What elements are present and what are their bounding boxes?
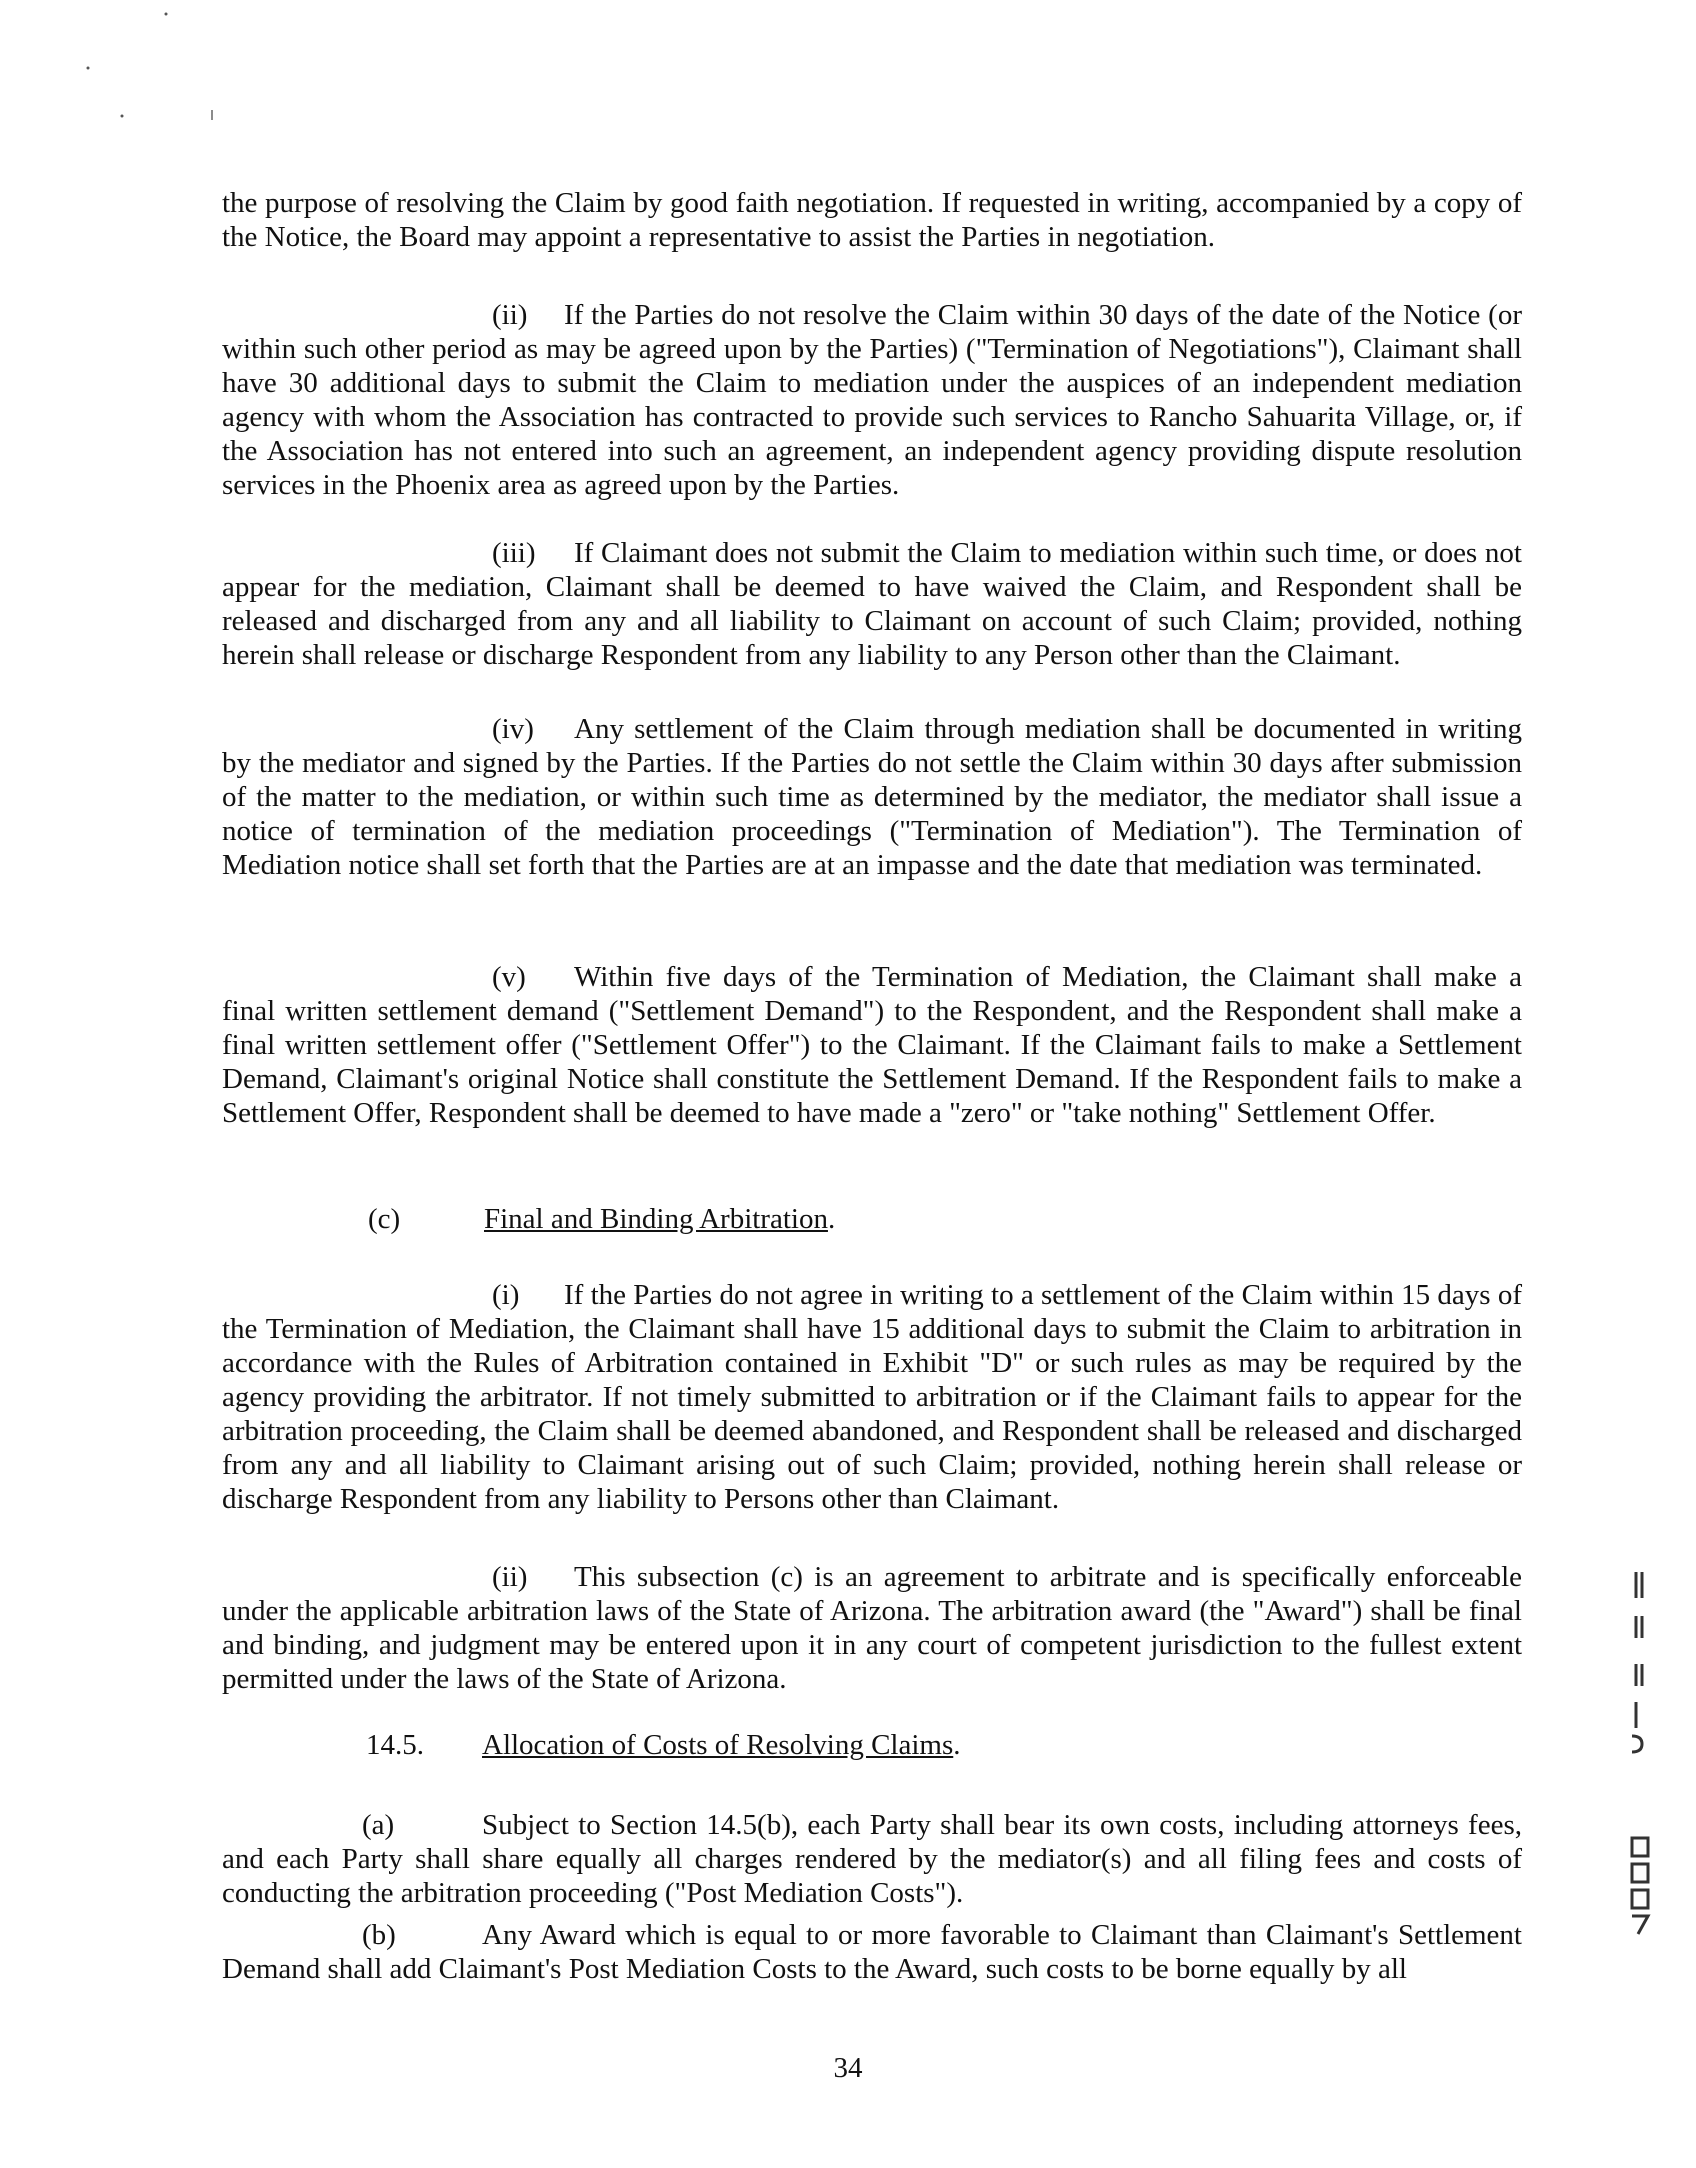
paragraph-text: This subsection (c) is an agreement to arbitrate and is specifically enforceable under the applicable arbitration laws of the State of Arizona. The arbitration award (the "Award") shall be final and binding, and judgment may be entered upon it in any court of competent jurisdiction to the fullest extent permitted under the laws of the State of Arizona.	[222, 1561, 1522, 1695]
section-title: Final and Binding Arbitration	[484, 1203, 828, 1235]
paragraph-text: If the Parties do not agree in writing to a settlement of the Claim within 15 days of the Termination of Mediation, the Claimant shall have 15 additional days to submit the Claim to arbitration in accordance with the Rules of Arbitration contained in Exhibit "D" or such rules as may be required by the agency providing the arbitrator. If not timely submitted to arbitration or if the Claimant fails to appear for the arbitration proceeding, the Claim shall be deemed abandoned, and Respondent shall be released and discharged from any and all liability to Claimant arising out of such Claim; provided, nothing herein shall release or discharge Respondent from any liability to Persons other than Claimant.	[222, 1279, 1522, 1515]
paragraph-label: (i)	[492, 1279, 520, 1311]
bates-stamp-marks	[1632, 1572, 1648, 1934]
paragraph-text: If the Parties do not resolve the Claim within 30 days of the date of the Notice (or within such other period as may be agreed upon by the Parties) ("Termination of Negotiations"), Claimant shall have 30 additional days to submit the Claim to mediation under the auspices of an independent mediation agency with whom the Association has contracted to provide such services to Rancho Sahuarita Village, or, if the Association has not entered into such an agreement, an independent agency providing dispute resolution services in the Phoenix area as agreed upon by the Parties.	[222, 299, 1522, 501]
paragraph-label: (v)	[492, 961, 526, 993]
scan-speck	[165, 13, 168, 16]
paragraph-label: (a)	[362, 1809, 395, 1841]
section-title: Allocation of Costs of Resolving Claims	[482, 1729, 954, 1761]
scan-speck	[121, 115, 124, 118]
section-title-period: .	[953, 1729, 961, 1761]
scan-speck	[87, 67, 90, 70]
paragraph-label: (ii)	[492, 1561, 528, 1593]
paragraph-text: Within five days of the Termination of Mediation, the Claimant shall make a final written settlement demand ("Settlement Demand") to the Respondent, and the Respondent shall make a final written settlement offer ("Settlement Offer") to the Claimant. If the Claimant fails to make a Settlement Demand, Claimant's original Notice shall constitute the Settlement Demand. If the Respondent fails to make a Settlement Offer, Respondent shall be deemed to have made a "zero" or "take nothing" Settlement Offer.	[222, 961, 1522, 1129]
section-number: (c)	[368, 1203, 401, 1235]
paragraph-label: (b)	[362, 1919, 396, 1951]
paragraph-text: Any Award which is equal to or more favorable to Claimant than Claimant's Settlement Demand shall add Claimant's Post Mediation Costs to the Award, such costs to be borne equally by all	[222, 1919, 1522, 1985]
paragraph-label: (ii)	[492, 299, 528, 331]
paragraph-label: (iii)	[492, 537, 536, 569]
paragraph-text: Any settlement of the Claim through mediation shall be documented in writing by the mediator and signed by the Parties. If the Parties do not settle the Claim within 30 days after submission of the matter to the mediation, or within such time as determined by the mediator, the mediator shall issue a notice of termination of the mediation proceedings ("Termination of Mediation"). The Termination of Mediation notice shall set forth that the Parties are at an impasse and the date that mediation was terminated.	[222, 713, 1522, 881]
page-number: 34	[833, 2052, 863, 2084]
bates-stamp	[1628, 1568, 1658, 1938]
section-number: 14.5.	[366, 1729, 424, 1761]
section-title-period: .	[827, 1203, 836, 1235]
paragraph-text: Subject to Section 14.5(b), each Party shall bear its own costs, including attorneys fees, and each Party shall share equally all charges rendered by the mediator(s) and all filing fees and costs of conducting the arbitration proceeding ("Post Mediation Costs").	[222, 1809, 1522, 1909]
paragraph-label: (iv)	[492, 713, 534, 745]
paragraph-text: the purpose of resolving the Claim by good faith negotiation. If requested in writing, accompanied by a copy of the Notice, the Board may appoint a representative to assist the Parties in negotiation.	[222, 187, 1522, 253]
paragraph-text: If Claimant does not submit the Claim to mediation within such time, or does not appear for the mediation, Claimant shall be deemed to have waived the Claim, and Respondent shall be released and discharged from any and all liability to Claimant on account of such Claim; provided, nothing herein shall release or discharge Respondent from any liability to any Person other than the Claimant.	[222, 537, 1522, 671]
